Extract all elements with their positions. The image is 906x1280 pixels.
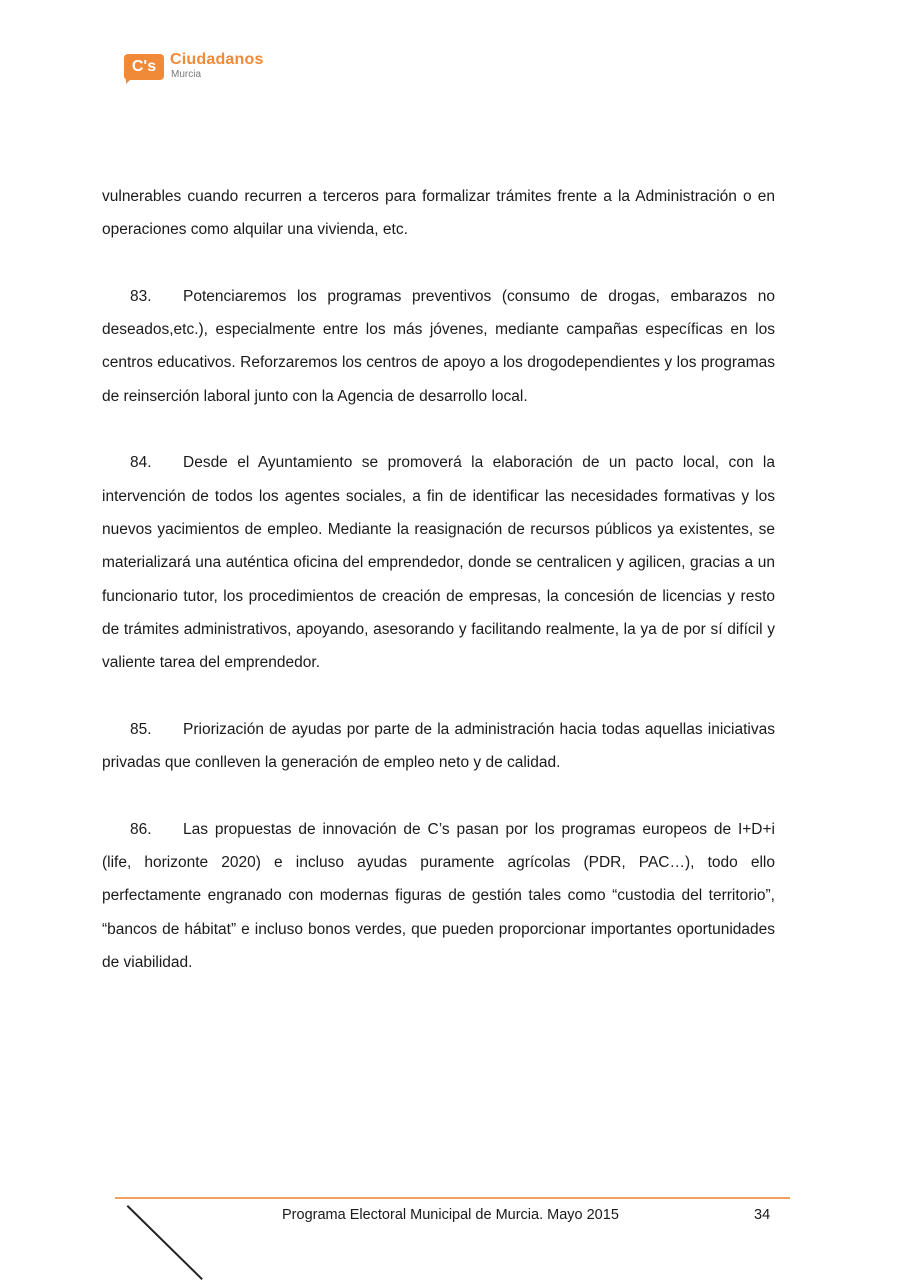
item-number: 85.	[130, 720, 152, 738]
document-body	[102, 180, 775, 1012]
list-item-84	[102, 446, 775, 679]
footer-title: Programa Electoral Municipal de Murcia. Mayo 2015	[282, 1207, 619, 1223]
page-number: 34	[754, 1207, 771, 1223]
item-text: Las propuestas de innovación de C’s pasan por los programas europeos de I+D+i (life, horizonte 2020) e incluso ayudas puramente agrícolas (PDR, PAC…), todo ello perfectamente engranado con modernas figuras de gestión tales como “custodia del territorio”, “bancos de hábitat” e incluso bonos verdes, que pueden proporcionar importantes oportunidades de viabilidad.	[102, 820, 775, 971]
logo-badge-tail	[126, 76, 134, 84]
item-text: Potenciaremos los programas preventivos (consumo de drogas, embarazos no deseados,etc.), especialmente entre los más jóvenes, mediante campañas específicas en los centros educativos. Reforzaremos los centros de apoyo a los drogodependientes y los programas de reinserción laboral junto con la Agencia de desarrollo local.	[102, 287, 775, 405]
list-item-85	[102, 713, 775, 780]
ciudadanos-logo	[124, 50, 274, 86]
logo-badge: C's	[124, 54, 164, 80]
logo-city: Murcia	[171, 69, 202, 80]
item-number: 86.	[130, 820, 152, 838]
list-item-86	[102, 813, 775, 979]
footer-divider	[115, 1197, 790, 1199]
item-number: 83.	[130, 287, 152, 305]
logo-name: Ciudadanos	[170, 51, 264, 68]
footer-diagonal-line	[127, 1205, 203, 1280]
continuation-paragraph: vulnerables cuando recurren a terceros para formalizar trámites frente a la Administración o en operaciones como alquilar una vivienda, etc.	[102, 188, 775, 239]
item-number: 84.	[130, 454, 152, 472]
list-item-83	[102, 280, 775, 413]
item-text: Desde el Ayuntamiento se promoverá la elaboración de un pacto local, con la intervención de todos los agentes sociales, a fin de identificar las necesidades formativas y los nuevos yacimientos de empleo. Mediante la reasignación de recursos públicos ya existentes, se materializará una auténtica oficina del emprendedor, donde se centralicen y agilicen, gracias a un funcionario tutor, los procedimientos de creación de empresas, la concesión de licencias y resto de trámites administrativos, apoyando, asesorando y facilitando realmente, la ya de por sí difícil y valiente tarea del emprendedor.	[102, 454, 775, 672]
item-text: Priorización de ayudas por parte de la administración hacia todas aquellas iniciativas privadas que conlleven la generación de empleo neto y de calidad.	[102, 720, 775, 772]
